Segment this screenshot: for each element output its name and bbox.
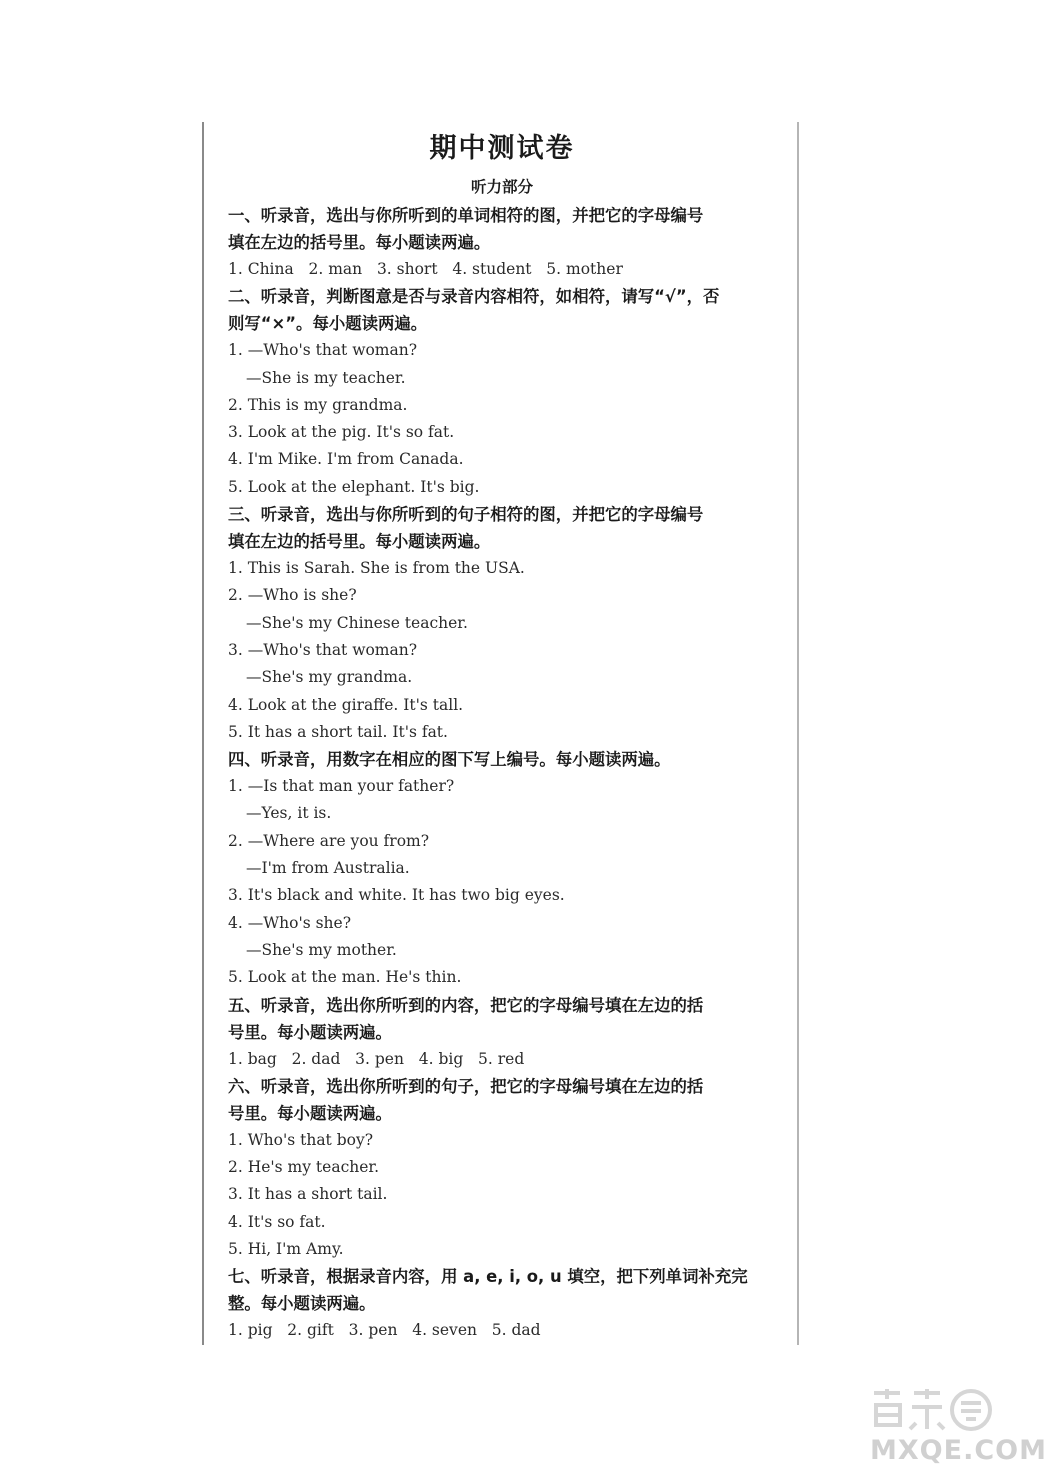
section-heading: 填在左边的括号里。每小题读两遍。	[228, 233, 491, 252]
transcript-line: —I'm from Australia.	[246, 859, 410, 878]
section-heading: 六、听录音，选出你所听到的句子，把它的字母编号填在左边的括	[228, 1076, 704, 1096]
watermark	[868, 1385, 1047, 1475]
transcript-line: 1. This is Sarah. She is from the USA.	[228, 559, 525, 578]
transcript-line: 2. He's my teacher.	[228, 1158, 380, 1177]
left-margin-rule	[202, 122, 204, 1345]
transcript-line: 3. It has a short tail.	[228, 1185, 388, 1204]
section-heading: 五、听录音，选出你所听到的内容，把它的字母编号填在左边的括	[228, 995, 704, 1015]
sections-container	[228, 202, 776, 1345]
transcript-line: 4. —Who's she?	[228, 913, 352, 932]
section-2	[228, 283, 776, 501]
transcript-line: 1. China 2. man 3. short 4. student 5. mother	[228, 260, 623, 278]
transcript-line: 5. Hi, I'm Amy.	[228, 1240, 344, 1259]
transcript-line: 4. Look at the giraffe. It's tall.	[228, 695, 464, 714]
section-5	[228, 992, 776, 1073]
transcript-line: —Yes, it is.	[246, 804, 332, 823]
watermark-logo-icon	[868, 1385, 998, 1433]
page-title: 期中测试卷	[429, 133, 575, 164]
watermark-site-text: MXQE.COM	[870, 1435, 1047, 1466]
section-heading: 二、听录音，判断图意是否与录音内容相符，如相符，请写“√”，否	[228, 287, 720, 307]
section-3	[228, 501, 776, 746]
transcript-line: 1. bag 2. dad 3. pen 4. big 5. red	[228, 1049, 525, 1068]
transcript-line: 1. pig 2. gift 3. pen 4. seven 5. dad	[228, 1321, 541, 1340]
transcript-line: 1. —Is that man your father?	[228, 777, 455, 796]
section-4	[228, 746, 776, 991]
exam-page	[228, 128, 776, 1345]
transcript-line: —She is my teacher.	[246, 368, 406, 387]
transcript-line: 1. Who's that boy?	[228, 1130, 374, 1149]
section-heading: 四、听录音，用数字在相应的图下写上编号。每小题读两遍。	[228, 750, 671, 770]
transcript-line: 3. It's black and white. It has two big eyes.	[228, 886, 565, 905]
section-heading: 号里。每小题读两遍。	[228, 1022, 392, 1042]
transcript-line: 2. This is my grandma.	[228, 395, 408, 414]
section-heading: 填在左边的括号里。每小题读两遍。	[228, 532, 491, 552]
section-heading: 号里。每小题读两遍。	[228, 1103, 392, 1123]
transcript-line: 5. Look at the elephant. It's big.	[228, 477, 480, 496]
transcript-line: 5. It has a short tail. It's fat.	[228, 722, 448, 741]
section-heading: 七、听录音，根据录音内容，用 a, e, i, o, u 填空，把下列单词补充完	[228, 1267, 748, 1287]
transcript-line: 2. —Who is she?	[228, 586, 357, 605]
transcript-line: 1. —Who's that woman?	[228, 341, 418, 360]
section-1	[228, 202, 776, 283]
transcript-line: 3. Look at the pig. It's so fat.	[228, 423, 455, 442]
transcript-line: 2. —Where are you from?	[228, 831, 430, 850]
transcript-line: 4. I'm Mike. I'm from Canada.	[228, 450, 464, 469]
transcript-line: 5. Look at the man. He's thin.	[228, 968, 462, 987]
transcript-line: —She's my grandma.	[246, 668, 413, 687]
section-heading: 整。每小题读两遍。	[228, 1294, 376, 1314]
section-heading: 三、听录音，选出与你所听到的句子相符的图，并把它的字母编号	[228, 505, 704, 525]
section-heading: 一、听录音，选出与你所听到的单词相符的图，并把它的字母编号	[228, 206, 704, 225]
section-6	[228, 1073, 776, 1263]
right-margin-rule	[797, 122, 799, 1345]
section-heading: 则写“×”。每小题读两遍。	[228, 314, 428, 334]
transcript-line: 3. —Who's that woman?	[228, 640, 418, 659]
transcript-line: 4. It's so fat.	[228, 1212, 326, 1231]
transcript-line: —She's my mother.	[246, 940, 397, 959]
transcript-line: —She's my Chinese teacher.	[246, 613, 468, 632]
section-7	[228, 1263, 776, 1344]
page-subtitle: 听力部分	[470, 178, 533, 196]
